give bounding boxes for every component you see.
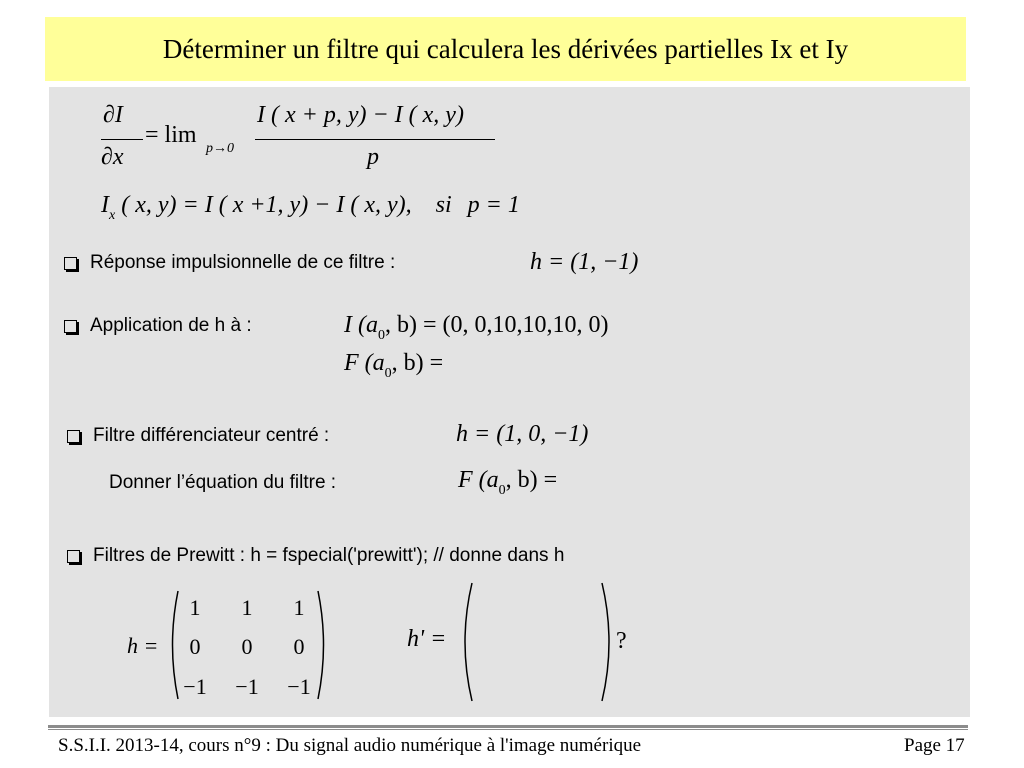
slide-title: Déterminer un filtre qui calculera les dérivées partielles Ix et Iy	[162, 33, 849, 64]
checkbox-bullet-icon	[64, 320, 77, 333]
eq1-lhs-fraction-bar	[101, 139, 143, 140]
footer-rule-thin	[48, 729, 968, 730]
bullet-prewitt	[67, 545, 564, 567]
eq1-lim-subscript: p→0	[206, 141, 234, 156]
matrix-h-cell: 0	[241, 634, 253, 659]
matrix-h-cell: 1	[293, 595, 305, 620]
checkbox-bullet-icon	[67, 430, 80, 443]
bullet-application-label: Application de h à :	[90, 315, 252, 336]
footer-course-title: S.S.I.I. 2013-14, cours n°9 : Du signal audio numérique à l'image numérique	[58, 735, 642, 756]
matrix-h-cell: 0	[293, 634, 305, 659]
filter-equation-prompt: Donner l’équation du filtre :	[109, 472, 337, 493]
centered-filter-formula: h = (1, 0, −1)	[456, 421, 589, 447]
checkbox-bullet-icon	[67, 550, 80, 563]
footer-page-number: Page 17	[904, 735, 965, 756]
eq2-ix-subscript: x	[109, 208, 116, 223]
impulse-response-formula: h = (1, −1)	[530, 249, 639, 275]
eq2-ix: I	[101, 192, 109, 218]
checkbox-bullet-icon	[64, 257, 77, 270]
eq1-lhs-denominator: ∂x	[101, 144, 124, 170]
matrix-h-cell: 1	[189, 595, 201, 620]
eq1-rhs-denominator: p	[367, 144, 379, 170]
eq2	[101, 192, 520, 223]
application-input-formula: I ($a_0$, b) = (0, 0,10,10,10, 0)	[344, 312, 609, 343]
matrix-hprime-question-mark: ?	[616, 628, 627, 654]
eq1-lhs-numerator: ∂I	[103, 102, 123, 128]
eq1-lim: = lim	[145, 122, 197, 148]
matrix-hprime-brackets	[458, 580, 618, 704]
eq2-p: p = 1	[467, 192, 520, 218]
bullet-centered-filter-label: Filtre différenciateur centré :	[93, 425, 330, 446]
bullet-application	[64, 315, 252, 337]
matrix-hprime-lhs: h' =	[407, 626, 447, 652]
matrix-h-cell: 1	[241, 595, 253, 620]
title-bar	[45, 17, 966, 81]
matrix-h-cell: −1	[235, 674, 259, 699]
bullet-prewitt-label: Filtres de Prewitt : h = fspecial('prewitt'); // donne dans h	[93, 545, 565, 566]
bullet-centered-filter	[67, 425, 329, 447]
matrix-h-cell: −1	[183, 674, 207, 699]
matrix-h-cell: −1	[287, 674, 311, 699]
eq2-expression: ( x, y) = I ( x +1, y) − I ( x, y),	[121, 192, 412, 218]
filter-equation-formula: F ($a_0$, b) =	[458, 467, 558, 498]
eq2-si: si	[435, 192, 452, 218]
bullet-impulse-response	[64, 252, 395, 274]
footer-rule	[48, 725, 968, 728]
eq1-rhs-numerator: I ( x + p, y) − I ( x, y)	[257, 102, 464, 128]
eq1-rhs-fraction-bar	[255, 139, 495, 140]
matrix-h-lhs: h =	[127, 633, 159, 658]
bullet-impulse-response-label: Réponse impulsionnelle de ce filtre :	[90, 252, 396, 273]
matrix-h-cell: 0	[189, 634, 201, 659]
application-output-formula: F ($a_0$, b) =	[344, 350, 444, 381]
